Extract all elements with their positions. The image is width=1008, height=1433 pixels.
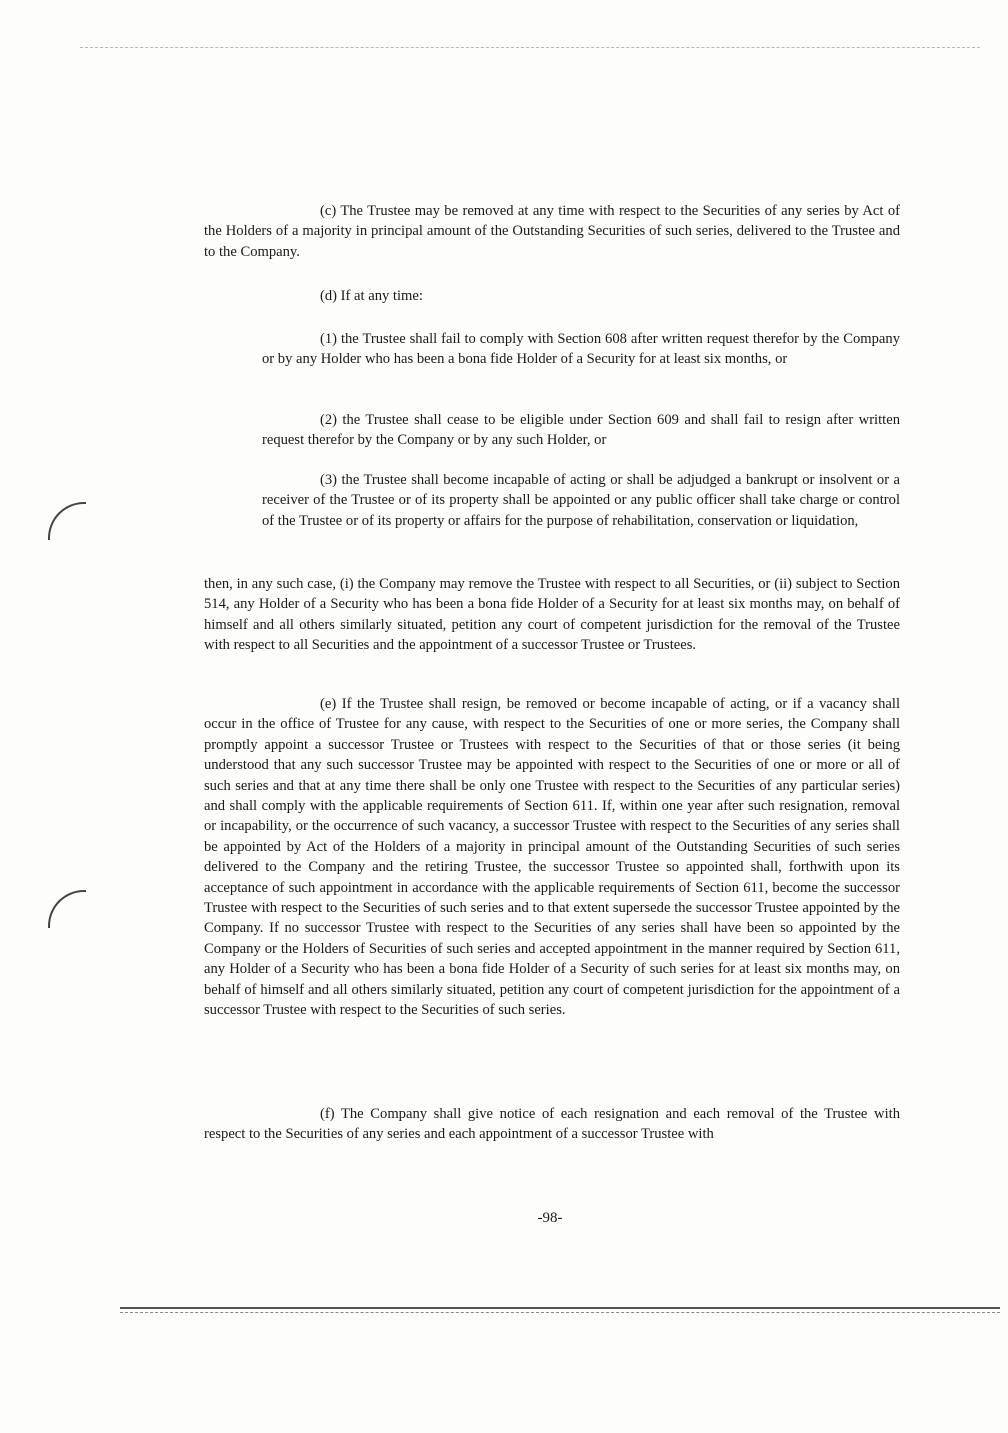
punch-hole-mark [48,890,86,928]
paragraph-then: then, in any such case, (i) the Company may remove the Trustee with respect to all Securities, or (ii) subject to Section 514, any Holder of a Security who has been a bona fide Holder of a Security for at least six months may, on behalf of himself and all others similarly situated, petition any court of competent jurisdiction for the removal of the Trustee with respect to all Securities and the appointment of a successor Trustee or Trustees. [204,576,900,654]
paragraph-f: (f) The Company shall give notice of each resignation and each removal of the Trustee with respect to the Securities of any series and each appointment of a successor Trustee with [204,1106,900,1143]
scan-artifact-bottom [120,1307,1000,1309]
paragraph-d1: (1) the Trustee shall fail to comply with Section 608 after written request therefor by the Company or by any Holder who has been a bona fide Holder of a Security for at least six months, or [262,331,900,368]
paragraph-d2: (2) the Trustee shall cease to be eligible under Section 609 and shall fail to resign after written request therefor by the Company or by any such Holder, or [262,412,900,449]
paragraph-d3: (3) the Trustee shall become incapable of acting or shall be adjudged a bankrupt or insolvent or a receiver of the Trustee or of its property shall be appointed or any public officer shall take charge or control of the Trustee or of its property or affairs for the purpose of rehabilitation, conservation or liquidation, [262,472,900,529]
paragraph-c: (c) The Trustee may be removed at any time with respect to the Securities of any series by Act of the Holders of a majority in principal amount of the Outstanding Securities of such series, delivered to the Trustee and to the Company. [204,203,900,260]
scan-artifact-bottom-dashed [120,1312,1000,1313]
page-number: -98- [537,1210,563,1226]
scan-artifact-top [80,47,980,48]
punch-hole-mark [48,502,86,540]
paragraph-e: (e) If the Trustee shall resign, be removed or become incapable of acting, or if a vacancy shall occur in the office of Trustee for any cause, with respect to the Securities of one or more series, the Company shall promptly appoint a successor Trustee or Trustees with respect to the Securities of that or those series (it being understood that any such successor Trustee may be appointed with respect to the Securities of one or more or all of such series and that at any time there shall be only one Trustee with respect to the Securities of any particular series) and shall comply with the applicable requirements of Section 611. If, within one year after such resignation, removal or incapability, or the occurrence of such vacancy, a successor Trustee with respect to the Securities of any series shall be appointed by Act of the Holders of a majority in principal amount of the Outstanding Securities of such series delivered to the Company and the retiring Trustee, the successor Trustee so appointed shall, forthwith upon its acceptance of such appointment in accordance with the applicable requirements of Section 611, become the successor Trustee with respect to the Securities of such series and to that extent supersede the successor Trustee appointed by the Company. If no successor Trustee with respect to the Securities of any series shall have been so appointed by the Company or the Holders of Securities of such series and accepted appointment in the manner required by Section 611, any Holder of a Security who has been a bona fide Holder of a Security of such series for at least six months may, on behalf of himself and all others similarly situated, petition any court of competent jurisdiction for the appointment of a successor Trustee with respect to the Securities of such series. [204,696,900,1019]
paragraph-d: (d) If at any time: [320,288,423,304]
